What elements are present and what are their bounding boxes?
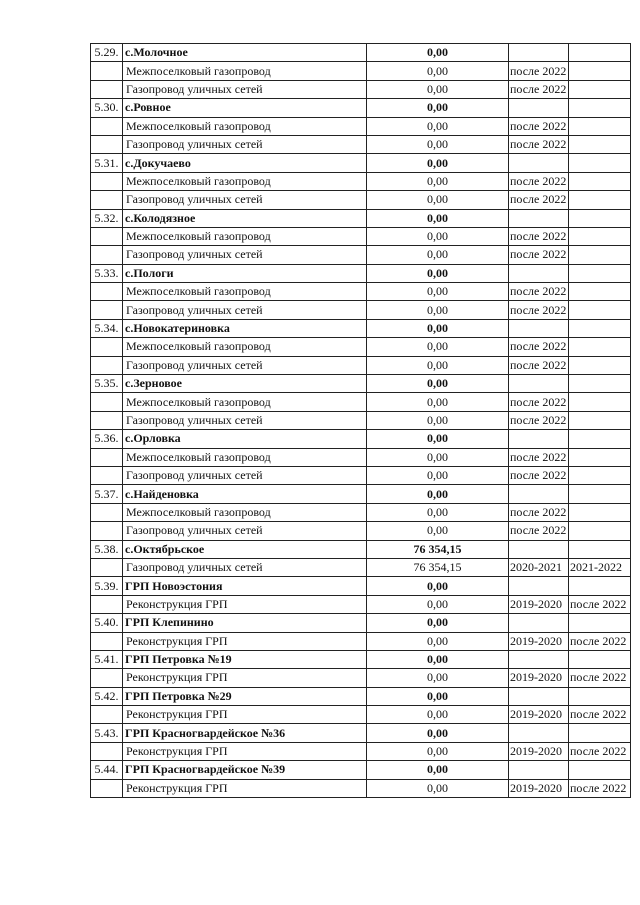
row-number-cell: 5.30. [91, 99, 123, 117]
table-row [91, 522, 631, 540]
period-end-cell: после 2022 [569, 742, 631, 760]
period-start-cell: после 2022 [509, 135, 569, 153]
row-number-cell: 5.34. [91, 319, 123, 337]
row-number-cell: 5.43. [91, 724, 123, 742]
row-number-cell [91, 301, 123, 319]
period-end-cell [569, 577, 631, 595]
period-start-cell [509, 540, 569, 558]
period-start-cell [509, 264, 569, 282]
table-row [91, 558, 631, 576]
amount-cell: 0,00 [367, 669, 509, 687]
table-row [91, 503, 631, 521]
section-row [91, 209, 631, 227]
row-number-cell: 5.36. [91, 430, 123, 448]
amount-cell: 0,00 [367, 375, 509, 393]
row-number-cell [91, 558, 123, 576]
row-number-cell [91, 283, 123, 301]
item-name-cell: Газопровод уличных сетей [123, 191, 367, 209]
table-row [91, 742, 631, 760]
section-row [91, 614, 631, 632]
period-end-cell: после 2022 [569, 669, 631, 687]
period-start-cell [509, 485, 569, 503]
amount-cell: 0,00 [367, 209, 509, 227]
period-end-cell [569, 448, 631, 466]
section-row [91, 99, 631, 117]
amount-cell: 0,00 [367, 319, 509, 337]
section-row [91, 430, 631, 448]
amount-cell: 0,00 [367, 117, 509, 135]
amount-cell: 76 354,15 [367, 540, 509, 558]
period-end-cell [569, 246, 631, 264]
period-start-cell: после 2022 [509, 80, 569, 98]
amount-cell: 0,00 [367, 411, 509, 429]
period-end-cell [569, 80, 631, 98]
item-name-cell: ГРП Петровка №29 [123, 687, 367, 705]
table-body [91, 44, 631, 798]
amount-cell: 0,00 [367, 779, 509, 797]
gas-program-table [90, 43, 631, 798]
amount-cell: 0,00 [367, 485, 509, 503]
item-name-cell: Реконструкция ГРП [123, 706, 367, 724]
item-name-cell: Газопровод уличных сетей [123, 522, 367, 540]
period-start-cell: 2019-2020 [509, 669, 569, 687]
section-row [91, 540, 631, 558]
period-end-cell: после 2022 [569, 779, 631, 797]
amount-cell: 0,00 [367, 283, 509, 301]
section-row [91, 319, 631, 337]
period-end-cell [569, 540, 631, 558]
table-row [91, 283, 631, 301]
period-start-cell [509, 687, 569, 705]
amount-cell: 0,00 [367, 430, 509, 448]
period-start-cell: 2019-2020 [509, 706, 569, 724]
item-name-cell: ГРП Красногвардейское №36 [123, 724, 367, 742]
row-number-cell [91, 669, 123, 687]
period-start-cell: после 2022 [509, 522, 569, 540]
row-number-cell [91, 172, 123, 190]
period-end-cell [569, 319, 631, 337]
period-start-cell: после 2022 [509, 393, 569, 411]
row-number-cell [91, 448, 123, 466]
amount-cell: 0,00 [367, 154, 509, 172]
period-start-cell [509, 430, 569, 448]
item-name-cell: Межпоселковый газопровод [123, 172, 367, 190]
item-name-cell: с.Орловка [123, 430, 367, 448]
amount-cell: 0,00 [367, 632, 509, 650]
amount-cell: 0,00 [367, 742, 509, 760]
period-end-cell: после 2022 [569, 595, 631, 613]
period-start-cell: после 2022 [509, 356, 569, 374]
period-end-cell [569, 301, 631, 319]
row-number-cell [91, 779, 123, 797]
period-end-cell [569, 117, 631, 135]
table-row [91, 172, 631, 190]
period-start-cell [509, 724, 569, 742]
period-start-cell [509, 650, 569, 668]
row-number-cell [91, 227, 123, 245]
period-start-cell: после 2022 [509, 448, 569, 466]
row-number-cell [91, 246, 123, 264]
amount-cell: 0,00 [367, 687, 509, 705]
period-end-cell [569, 209, 631, 227]
period-end-cell: после 2022 [569, 706, 631, 724]
amount-cell: 0,00 [367, 338, 509, 356]
item-name-cell: с.Колодязное [123, 209, 367, 227]
row-number-cell: 5.41. [91, 650, 123, 668]
section-row [91, 687, 631, 705]
period-start-cell: после 2022 [509, 411, 569, 429]
amount-cell: 0,00 [367, 595, 509, 613]
item-name-cell: Реконструкция ГРП [123, 595, 367, 613]
table-row [91, 135, 631, 153]
period-end-cell [569, 503, 631, 521]
item-name-cell: Газопровод уличных сетей [123, 135, 367, 153]
row-number-cell: 5.31. [91, 154, 123, 172]
table-row [91, 191, 631, 209]
amount-cell: 0,00 [367, 761, 509, 779]
period-end-cell [569, 172, 631, 190]
period-end-cell [569, 761, 631, 779]
amount-cell: 0,00 [367, 503, 509, 521]
row-number-cell: 5.29. [91, 44, 123, 62]
item-name-cell: с.Найденовка [123, 485, 367, 503]
amount-cell: 0,00 [367, 724, 509, 742]
period-start-cell: после 2022 [509, 62, 569, 80]
period-start-cell: после 2022 [509, 338, 569, 356]
amount-cell: 0,00 [367, 80, 509, 98]
item-name-cell: Межпоселковый газопровод [123, 448, 367, 466]
period-start-cell: после 2022 [509, 246, 569, 264]
period-end-cell [569, 724, 631, 742]
item-name-cell: ГРП Новоэстония [123, 577, 367, 595]
item-name-cell: Газопровод уличных сетей [123, 411, 367, 429]
amount-cell: 0,00 [367, 614, 509, 632]
amount-cell: 0,00 [367, 99, 509, 117]
amount-cell: 0,00 [367, 706, 509, 724]
table-row [91, 595, 631, 613]
row-number-cell [91, 356, 123, 374]
period-start-cell [509, 44, 569, 62]
item-name-cell: ГРП Петровка №19 [123, 650, 367, 668]
period-end-cell [569, 466, 631, 484]
item-name-cell: с.Октябрьское [123, 540, 367, 558]
period-end-cell [569, 283, 631, 301]
period-start-cell [509, 761, 569, 779]
table-row [91, 80, 631, 98]
period-end-cell [569, 411, 631, 429]
period-start-cell [509, 375, 569, 393]
period-end-cell [569, 44, 631, 62]
row-number-cell: 5.32. [91, 209, 123, 227]
item-name-cell: Межпоселковый газопровод [123, 117, 367, 135]
section-row [91, 724, 631, 742]
table-row [91, 779, 631, 797]
period-start-cell: 2019-2020 [509, 742, 569, 760]
item-name-cell: с.Докучаево [123, 154, 367, 172]
amount-cell: 0,00 [367, 466, 509, 484]
period-end-cell [569, 375, 631, 393]
period-end-cell: после 2022 [569, 632, 631, 650]
period-start-cell: после 2022 [509, 117, 569, 135]
row-number-cell [91, 80, 123, 98]
period-end-cell [569, 430, 631, 448]
period-end-cell [569, 191, 631, 209]
table-row [91, 448, 631, 466]
amount-cell: 0,00 [367, 448, 509, 466]
section-row [91, 485, 631, 503]
item-name-cell: Реконструкция ГРП [123, 742, 367, 760]
section-row [91, 650, 631, 668]
amount-cell: 0,00 [367, 191, 509, 209]
item-name-cell: ГРП Клепинино [123, 614, 367, 632]
period-start-cell: 2020-2021 [509, 558, 569, 576]
period-start-cell [509, 154, 569, 172]
amount-cell: 76 354,15 [367, 558, 509, 576]
period-end-cell [569, 687, 631, 705]
table-row [91, 669, 631, 687]
row-number-cell [91, 522, 123, 540]
row-number-cell [91, 503, 123, 521]
item-name-cell: с.Ровное [123, 99, 367, 117]
item-name-cell: Межпоселковый газопровод [123, 338, 367, 356]
row-number-cell: 5.38. [91, 540, 123, 558]
period-end-cell [569, 227, 631, 245]
item-name-cell: с.Новокатериновка [123, 319, 367, 337]
table-row [91, 411, 631, 429]
row-number-cell [91, 135, 123, 153]
table-row [91, 632, 631, 650]
amount-cell: 0,00 [367, 650, 509, 668]
table-row [91, 117, 631, 135]
table-row [91, 301, 631, 319]
period-start-cell: 2019-2020 [509, 595, 569, 613]
period-end-cell [569, 485, 631, 503]
table-row [91, 338, 631, 356]
item-name-cell: Газопровод уличных сетей [123, 558, 367, 576]
period-start-cell: после 2022 [509, 283, 569, 301]
item-name-cell: Реконструкция ГРП [123, 779, 367, 797]
item-name-cell: Газопровод уличных сетей [123, 246, 367, 264]
row-number-cell: 5.42. [91, 687, 123, 705]
table-row [91, 246, 631, 264]
table-row [91, 356, 631, 374]
period-end-cell [569, 62, 631, 80]
period-start-cell: после 2022 [509, 191, 569, 209]
period-start-cell: после 2022 [509, 172, 569, 190]
amount-cell: 0,00 [367, 227, 509, 245]
amount-cell: 0,00 [367, 301, 509, 319]
row-number-cell [91, 706, 123, 724]
period-start-cell: после 2022 [509, 503, 569, 521]
row-number-cell: 5.39. [91, 577, 123, 595]
amount-cell: 0,00 [367, 135, 509, 153]
period-end-cell [569, 393, 631, 411]
item-name-cell: Межпоселковый газопровод [123, 503, 367, 521]
section-row [91, 154, 631, 172]
row-number-cell: 5.40. [91, 614, 123, 632]
period-end-cell [569, 338, 631, 356]
item-name-cell: Межпоселковый газопровод [123, 227, 367, 245]
period-end-cell [569, 650, 631, 668]
table-row [91, 227, 631, 245]
table-row [91, 466, 631, 484]
period-start-cell: после 2022 [509, 466, 569, 484]
row-number-cell [91, 742, 123, 760]
amount-cell: 0,00 [367, 62, 509, 80]
item-name-cell: Газопровод уличных сетей [123, 466, 367, 484]
period-start-cell: после 2022 [509, 227, 569, 245]
section-row [91, 761, 631, 779]
amount-cell: 0,00 [367, 356, 509, 374]
row-number-cell [91, 393, 123, 411]
period-start-cell [509, 614, 569, 632]
period-start-cell: 2019-2020 [509, 632, 569, 650]
row-number-cell [91, 117, 123, 135]
period-end-cell [569, 154, 631, 172]
amount-cell: 0,00 [367, 522, 509, 540]
row-number-cell [91, 62, 123, 80]
amount-cell: 0,00 [367, 393, 509, 411]
period-end-cell: 2021-2022 [569, 558, 631, 576]
amount-cell: 0,00 [367, 246, 509, 264]
row-number-cell [91, 466, 123, 484]
row-number-cell [91, 191, 123, 209]
row-number-cell [91, 595, 123, 613]
row-number-cell [91, 411, 123, 429]
item-name-cell: с.Молочное [123, 44, 367, 62]
row-number-cell: 5.33. [91, 264, 123, 282]
amount-cell: 0,00 [367, 264, 509, 282]
item-name-cell: Межпоселковый газопровод [123, 62, 367, 80]
item-name-cell: с.Пологи [123, 264, 367, 282]
period-start-cell [509, 209, 569, 227]
period-start-cell [509, 99, 569, 117]
amount-cell: 0,00 [367, 172, 509, 190]
section-row [91, 577, 631, 595]
table-row [91, 393, 631, 411]
section-row [91, 375, 631, 393]
item-name-cell: Межпоселковый газопровод [123, 393, 367, 411]
item-name-cell: Газопровод уличных сетей [123, 301, 367, 319]
row-number-cell [91, 338, 123, 356]
amount-cell: 0,00 [367, 577, 509, 595]
item-name-cell: Газопровод уличных сетей [123, 356, 367, 374]
item-name-cell: Реконструкция ГРП [123, 669, 367, 687]
period-start-cell: 2019-2020 [509, 779, 569, 797]
period-end-cell [569, 614, 631, 632]
item-name-cell: Межпоселковый газопровод [123, 283, 367, 301]
row-number-cell: 5.44. [91, 761, 123, 779]
item-name-cell: с.Зерновое [123, 375, 367, 393]
section-row [91, 44, 631, 62]
period-start-cell [509, 319, 569, 337]
section-row [91, 264, 631, 282]
row-number-cell: 5.35. [91, 375, 123, 393]
period-end-cell [569, 522, 631, 540]
item-name-cell: Реконструкция ГРП [123, 632, 367, 650]
period-end-cell [569, 356, 631, 374]
period-end-cell [569, 99, 631, 117]
item-name-cell: ГРП Красногвардейское №39 [123, 761, 367, 779]
period-start-cell [509, 577, 569, 595]
table-row [91, 706, 631, 724]
item-name-cell: Газопровод уличных сетей [123, 80, 367, 98]
row-number-cell: 5.37. [91, 485, 123, 503]
amount-cell: 0,00 [367, 44, 509, 62]
table-row [91, 62, 631, 80]
row-number-cell [91, 632, 123, 650]
period-end-cell [569, 264, 631, 282]
period-start-cell: после 2022 [509, 301, 569, 319]
period-end-cell [569, 135, 631, 153]
